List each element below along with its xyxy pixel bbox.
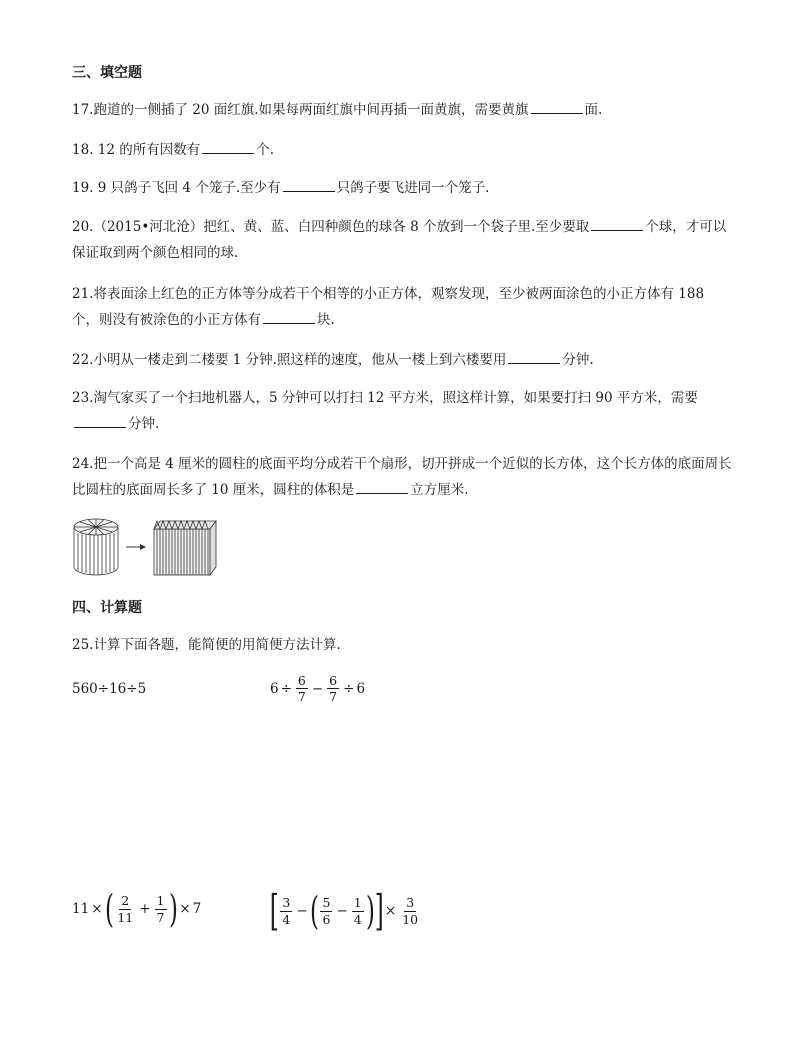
expr4-left-paren: (	[309, 889, 319, 933]
expr2-fraction-1	[296, 674, 308, 703]
expr3-left-paren: (	[104, 887, 114, 931]
section-title-calculation: 四、计算题	[72, 600, 142, 616]
expr3-fraction-1	[115, 894, 135, 923]
question-23	[72, 385, 732, 437]
expr4-times-sign: ×	[384, 903, 397, 919]
expr2-fraction-2	[327, 674, 339, 703]
question-18-suffix: 个.	[256, 142, 275, 158]
question-20-text: 20.（2015•河北沧）把红、黄、蓝、白四种颜色的球各 8 个放到一个袋子里.至少要取	[72, 219, 590, 235]
expr4-fraction-2	[320, 896, 332, 925]
expr3-number-2: 7	[192, 901, 202, 917]
expr2-divide-sign-2: ÷	[343, 680, 355, 697]
question-23-suffix: 分钟.	[128, 416, 160, 432]
answer-blank-17[interactable]	[531, 98, 583, 114]
expr4-fraction-3	[352, 896, 364, 925]
answer-blank-24[interactable]	[356, 478, 408, 494]
expr3-right-paren: )	[168, 887, 178, 931]
expression-2	[270, 674, 365, 703]
denominator: 7	[297, 689, 306, 705]
expr3-times-sign-2: ×	[179, 901, 191, 917]
answer-blank-19[interactable]	[283, 176, 335, 192]
expr3-times-sign: ×	[91, 901, 103, 917]
expr4-minus-sign: −	[296, 903, 308, 919]
expr2-number: 6	[270, 680, 279, 697]
expression-1-text: 560÷16÷5	[72, 681, 147, 697]
expression-3	[72, 887, 202, 931]
question-20	[72, 214, 732, 266]
question-19-suffix: 只鸽子要飞进同一个笼子.	[336, 180, 490, 196]
question-24-text: 24.把一个高是 4 厘米的圆柱的底面平均分成若干个扇形，切开拼成一个近似的长方体，这个长方体的底面周长比圆柱的底面周长多了 10 厘米，圆柱的体积是	[72, 456, 732, 498]
numerator: 6	[329, 673, 338, 688]
denominator: 6	[322, 911, 331, 927]
question-22	[72, 347, 732, 373]
numerator: 1	[353, 895, 362, 911]
numerator: 3	[282, 895, 291, 911]
expr3-plus-sign: +	[139, 901, 151, 917]
question-21	[72, 281, 732, 333]
expr4-fraction-4	[400, 896, 420, 925]
question-24	[72, 451, 732, 503]
numerator: 6	[297, 673, 306, 688]
question-17-suffix: 面.	[584, 102, 603, 118]
denominator: 10	[402, 911, 419, 927]
question-25-text: 25.计算下面各题，能简便的用简便方法计算.	[72, 637, 341, 653]
numerator: 5	[322, 895, 331, 911]
question-24-suffix: 立方厘米.	[410, 482, 469, 498]
expression-4	[269, 886, 422, 935]
expr2-divide-sign: ÷	[280, 680, 292, 697]
expr2-minus-sign: −	[311, 680, 324, 697]
question-20-suffix: 个球，才可以保证取到两个颜色相同的球.	[72, 219, 727, 261]
expr4-fraction-1	[280, 896, 292, 925]
denominator: 7	[329, 689, 338, 705]
question-18-text: 18. 12 的所有因数有	[72, 142, 201, 158]
answer-blank-18[interactable]	[202, 138, 254, 154]
question-19	[72, 175, 732, 201]
question-25	[72, 632, 732, 658]
expr3-number: 11	[72, 901, 90, 917]
denominator: 11	[117, 909, 134, 925]
expr4-right-paren: )	[365, 889, 375, 933]
question-23-text: 23.淘气家买了一个扫地机器人，5 分钟可以打扫 12 平方米，照这样计算，如果要打扫 90 平方米，需要	[72, 390, 698, 406]
expression-1	[72, 681, 146, 697]
question-17-text: 17.跑道的一侧插了 20 面红旗.如果每两面红旗中间再插一面黄旗，需要黄旗	[72, 102, 529, 118]
expr3-fraction-2	[155, 894, 167, 923]
denominator: 4	[282, 911, 291, 927]
question-18	[72, 137, 732, 163]
question-19-text: 19. 9 只鸽子飞回 4 个笼子.至少有	[72, 180, 281, 196]
question-22-text: 22.小明从一楼走到二楼要 1 分钟.照这样的速度，他从一楼上到六楼要用	[72, 352, 507, 368]
answer-blank-20[interactable]	[591, 215, 643, 231]
answer-blank-23[interactable]	[74, 412, 126, 428]
expr4-minus-sign-2: −	[336, 903, 348, 919]
question-21-suffix: 块.	[317, 312, 335, 328]
answer-blank-22[interactable]	[508, 348, 560, 364]
question-22-suffix: 分钟.	[562, 352, 594, 368]
cylinder-to-cuboid-figure	[72, 515, 222, 577]
expr2-number-2: 6	[356, 680, 366, 697]
question-21-text: 21.将表面涂上红色的正方体等分成若干个相等的小正方体，观察发现，至少被两面涂色的小正方体有 188 个，则没有被涂色的小正方体有	[72, 286, 705, 328]
question-17	[72, 97, 732, 123]
numerator: 3	[406, 895, 415, 911]
denominator: 7	[156, 909, 165, 925]
expr4-right-bracket: ]	[374, 886, 384, 935]
arrow-right-icon	[126, 544, 146, 550]
numerator: 2	[121, 893, 130, 909]
section-title-fill-in: 三、填空题	[72, 65, 142, 81]
denominator: 4	[353, 911, 362, 927]
numerator: 1	[156, 893, 165, 909]
cuboid-icon	[154, 521, 216, 575]
expr4-left-bracket: [	[269, 886, 279, 935]
answer-blank-21[interactable]	[263, 308, 315, 324]
cylinder-icon	[74, 519, 118, 575]
